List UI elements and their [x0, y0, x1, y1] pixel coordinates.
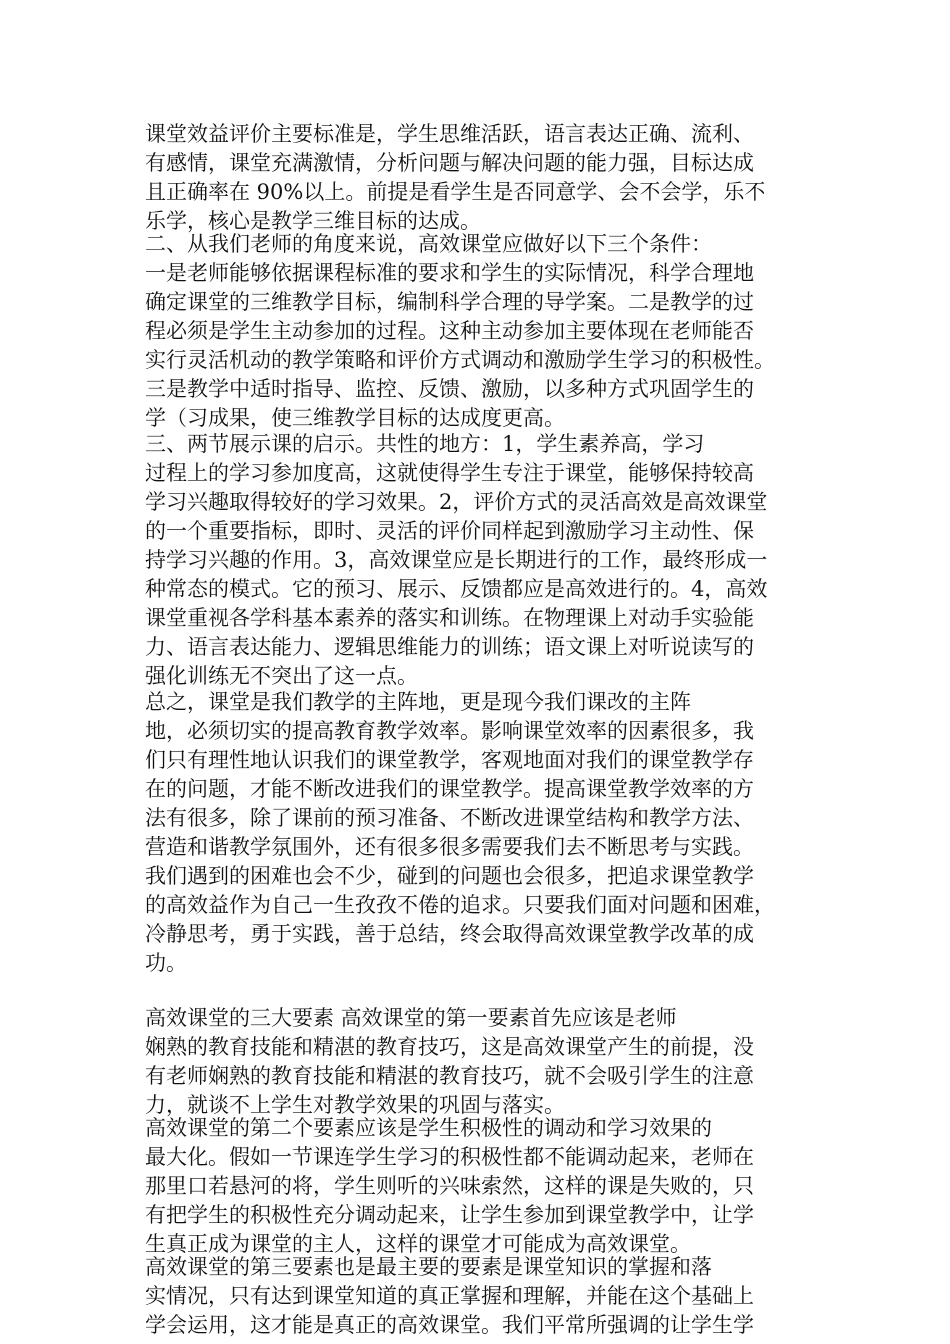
paragraph-2-line-2: 一是老师能够依据课程标准的要求和学生的实际情况，科学合理地	[145, 261, 754, 285]
paragraph-1-line-1: 课堂效益评价主要标准是，学生思维活跃，语言表达正确、流利、	[145, 122, 754, 146]
paragraph-4-line-6: 营造和谐教学氛围外，还有很多很多需要我们去不断思考与实践。	[145, 835, 754, 859]
paragraph-3-line-4: 的一个重要指标，即时、灵活的评价同样起到激励学习主动性、保	[145, 519, 754, 543]
paragraph-3-line-1: 三、两节展示课的启示。共性的地方：1，学生素养高，学习	[145, 432, 705, 456]
paragraph-4-line-3: 们只有理性地认识我们的课堂教学，客观地面对我们的课堂教学存	[145, 748, 754, 772]
paragraph-2-line-7: 学（习成果，使三维教学目标的达成度更高。	[145, 406, 565, 430]
paragraph-7-line-3: 学会运用，这才能是真正的高效课堂。我们平常所强调的让学生学	[145, 1313, 754, 1337]
paragraph-6-line-1: 高效课堂的第二个要素应该是学生积极性的调动和学习效果的	[145, 1116, 712, 1140]
paragraph-4-line-2: 地，必须切实的提高教育教学效率。影响课堂效率的因素很多，我	[145, 719, 754, 743]
paragraph-2-line-1: 二、从我们老师的角度来说，高效课堂应做好以下三个条件：	[145, 232, 712, 256]
paragraph-1-line-2: 有感情，课堂充满激情，分析问题与解决问题的能力强，目标达成	[145, 151, 754, 175]
paragraph-5-line-3: 有老师娴熟的教育技能和精湛的教育技巧，就不会吸引学生的注意	[145, 1064, 754, 1088]
paragraph-4-line-9: 冷静思考，勇于实践，善于总结，终会取得高效课堂教学改革的成	[145, 922, 754, 946]
paragraph-1-line-4: 乐学，核心是教学三维目标的达成。	[145, 209, 481, 233]
paragraph-2-line-3: 确定课堂的三维教学目标，编制科学合理的导学案。二是教学的过	[145, 290, 754, 314]
paragraph-3-line-3: 学习兴趣取得较好的学习效果。2，评价方式的灵活高效是高效课堂	[145, 490, 768, 514]
paragraph-2-line-4: 程必须是学生主动参加的过程。这种主动参加主要体现在老师能否	[145, 319, 754, 343]
paragraph-7-line-1: 高效课堂的第三要素也是最主要的要素是课堂知识的掌握和落	[145, 1255, 712, 1279]
paragraph-4-line-8: 的高效益作为自己一生孜孜不倦的追求。只要我们面对问题和困难，	[145, 893, 775, 917]
paragraph-4-line-1: 总之，课堂是我们教学的主阵地，更是现今我们课改的主阵	[145, 690, 691, 714]
paragraph-4-line-5: 法有很多，除了课前的预习准备、不断改进课堂结构和教学方法、	[145, 806, 754, 830]
paragraph-2-line-6: 三是教学中适时指导、监控、反馈、激励，以多种方式巩固学生的	[145, 377, 754, 401]
paragraph-3-line-9: 强化训练无不突出了这一点。	[145, 664, 418, 688]
paragraph-3-line-6: 种常态的模式。它的预习、展示、反馈都应是高效进行的。4，高效	[145, 577, 768, 601]
paragraph-6-line-3: 那里口若悬河的将，学生则听的兴味索然，这样的课是失败的，只	[145, 1174, 754, 1198]
paragraph-6-line-5: 生真正成为课堂的主人，这样的课堂才可能成为高效课堂。	[145, 1232, 691, 1256]
paragraph-7-line-2: 实情况，只有达到课堂知道的真正掌握和理解，并能在这个基础上	[145, 1284, 754, 1308]
paragraph-6-line-2: 最大化。假如一节课连学生学习的积极性都不能调动起来，老师在	[145, 1145, 754, 1169]
paragraph-3-line-8: 力、语言表达能力、逻辑思维能力的训练；语文课上对听说读写的	[145, 635, 754, 659]
paragraph-5-line-2: 娴熟的教育技能和精湛的教育技巧，这是高效课堂产生的前提，没	[145, 1035, 754, 1059]
paragraph-6-line-4: 有把学生的积极性充分调动起来，让学生参加到课堂教学中，让学	[145, 1203, 754, 1227]
paragraph-4-line-10: 功。	[145, 951, 187, 975]
paragraph-4-line-4: 在的问题，才能不断改进我们的课堂教学。提高课堂教学效率的方	[145, 777, 754, 801]
paragraph-3-line-5: 持学习兴趣的作用。3，高效课堂应是长期进行的工作，最终形成一	[145, 548, 768, 572]
paragraph-5-line-1: 高效课堂的三大要素 高效课堂的第一要素首先应该是老师	[145, 1006, 677, 1030]
paragraph-3-line-7: 课堂重视各学科基本素养的落实和训练。在物理课上对动手实验能	[145, 606, 754, 630]
paragraph-4-line-7: 我们遇到的困难也会不少，碰到的问题也会很多，把追求课堂教学	[145, 864, 754, 888]
paragraph-2-line-5: 实行灵活机动的教学策略和评价方式调动和激励学生学习的积极性。	[145, 348, 775, 372]
paragraph-3-line-2: 过程上的学习参加度高，这就使得学生专注于课堂，能够保持较高	[145, 461, 754, 485]
paragraph-5-line-4: 力，就谈不上学生对教学效果的巩固与落实。	[145, 1093, 565, 1117]
paragraph-1-line-3: 且正确率在 90%以上。前提是看学生是否同意学、会不会学，乐不	[145, 180, 766, 204]
